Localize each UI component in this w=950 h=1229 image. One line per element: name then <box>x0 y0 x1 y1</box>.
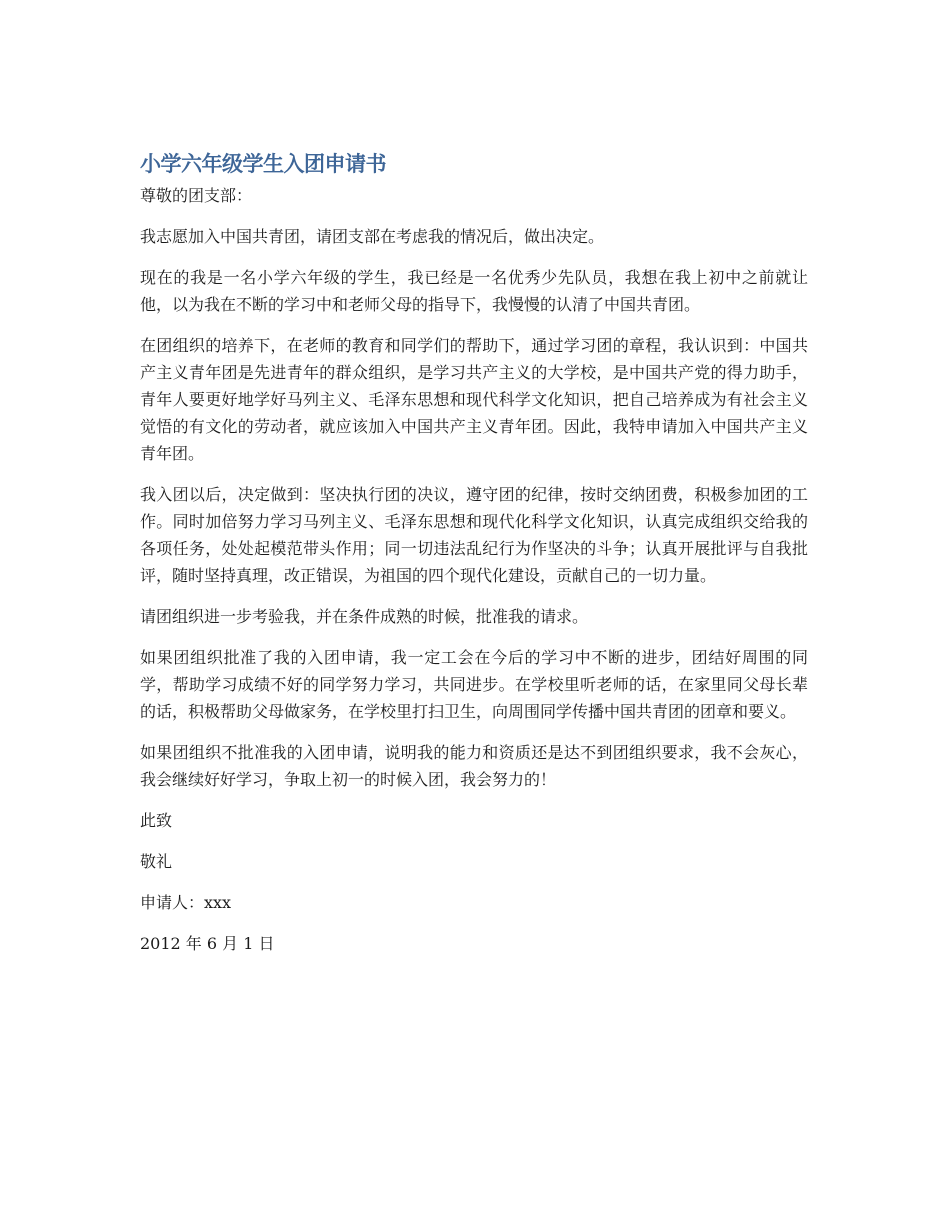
closing-regards: 敬礼 <box>140 852 173 871</box>
paragraph-4: 我入团以后，决定做到：坚决执行团的决议，遵守团的纪律，按时交纳团费，积极参加团的工作。同时加倍努力学习马列主义、毛泽东思想和现代化科学文化知识，认真完成组织交给我的各项任务，处处起模范带头作用；同一切违法乱纪行为作坚决的斗争；认真开展批评与自我批评，随时坚持真理，改正错误，为祖国的四个现代化建设，贡献自己的一切力量。 <box>140 485 808 585</box>
paragraph-1: 我志愿加入中国共青团，请团支部在考虑我的情况后，做出决定。 <box>140 227 605 246</box>
paragraph-7: 如果团组织不批准我的入团申请，说明我的能力和资质还是达不到团组织要求，我不会灰心，我会继续好好学习，争取上初一的时候入团，我会努力的！ <box>140 743 808 789</box>
signature: 申请人：xxx <box>140 893 232 912</box>
paragraph-2: 现在的我是一名小学六年级的学生，我已经是一名优秀少先队员，我想在我上初中之前就让他，以为我在不断的学习中和老师父母的指导下，我慢慢的认清了中国共青团。 <box>140 268 808 314</box>
closing-salutation: 此致 <box>140 811 173 830</box>
paragraph-5: 请团组织进一步考验我，并在条件成熟的时候，批准我的请求。 <box>140 607 589 626</box>
document-page <box>140 148 808 957</box>
paragraph-3: 在团组织的培养下，在老师的教育和同学们的帮助下，通过学习团的章程，我认识到：中国共产主义青年团是先进青年的群众组织，是学习共产主义的大学校，是中国共产党的得力助手，青年人要更好地学好马列主义、毛泽东思想和现代科学文化知识，把自己培养成为有社会主义觉悟的有文化的劳动者，就应该加入中国共产主义青年团。因此，我特申请加入中国共产主义青年团。 <box>140 336 808 463</box>
greeting: 尊敬的团支部： <box>140 186 253 205</box>
paragraph-6: 如果团组织批准了我的入团申请，我一定工会在今后的学习中不断的进步，团结好周围的同学，帮助学习成绩不好的同学努力学习，共同进步。在学校里听老师的话，在家里同父母长辈的话，积极帮助父母做家务，在学校里打扫卫生，向周围同学传播中国共青团的团章和要义。 <box>140 648 808 721</box>
document-title: 小学六年级学生入团申请书 <box>140 152 386 176</box>
date: 2012 年 6 月 1 日 <box>140 934 275 953</box>
